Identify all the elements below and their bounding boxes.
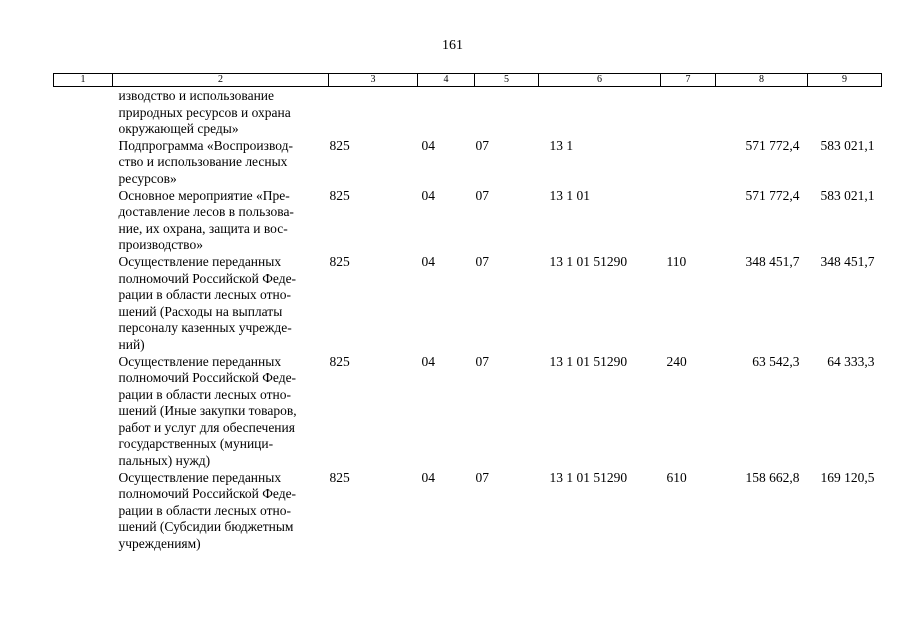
cell-amount-1: 571 772,4: [745, 137, 800, 153]
row-name: Основное мероприятие «Пре- доставление лесов в пользова- ние, их охрана, защита и вос- производство»: [118, 187, 294, 253]
row-name: Осуществление переданных полномочий Российской Феде- рации в области лесных отно- шений (Расходы на выплаты персоналу казенных учрежде- ний): [118, 253, 297, 352]
cell-target-article: 13 1 01: [549, 187, 590, 203]
cell-ministry: 825: [329, 137, 350, 153]
header-cell: 8: [716, 74, 808, 87]
cell-expense-type: [661, 188, 716, 254]
table-row: [54, 470, 882, 553]
header-cell: 9: [808, 74, 882, 87]
cell-target-article: 13 1 01 51290: [549, 469, 628, 485]
header-cell: 5: [475, 74, 539, 87]
cell-subsection: [475, 87, 539, 138]
table-row: [54, 87, 882, 138]
cell-subsection: 07: [475, 137, 489, 153]
cell-ministry: 825: [329, 469, 350, 485]
cell-subsection: 07: [475, 469, 489, 485]
row-name: Осуществление переданных полномочий Российской Феде- рации в области лесных отно- шений (Иные закупки товаров, работ и услуг для обеспечения государственных (муници- пальных) нужд): [118, 353, 297, 469]
cell-amount-1: 571 772,4: [745, 187, 800, 203]
header-cell: 6: [539, 74, 661, 87]
cell-amount-2: 348 451,7: [820, 253, 875, 269]
table-header-row: [54, 74, 882, 87]
cell-target-article: 13 1 01 51290: [549, 353, 628, 369]
page-number: 161: [442, 38, 463, 53]
cell-expense-type: [661, 87, 716, 138]
header-cell: 2: [113, 74, 329, 87]
cell-section: 04: [421, 353, 435, 369]
cell-target-article: 13 1 01 51290: [549, 253, 628, 269]
cell-amount-1: 158 662,8: [745, 469, 800, 485]
cell-ministry: [329, 87, 418, 138]
cell-ministry: 825: [329, 187, 350, 203]
cell-section: 04: [421, 469, 435, 485]
cell-expense-type: 110: [666, 253, 687, 269]
cell-section: 04: [421, 253, 435, 269]
row-name: Осуществление переданных полномочий Российской Феде- рации в области лесных отно- шений (Субсидии бюджетным учреждениям): [118, 469, 297, 552]
cell-amount-2: 583 021,1: [820, 187, 875, 203]
cell-amount-1: 63 542,3: [752, 353, 800, 369]
cell-section: [418, 87, 475, 138]
header-cell: 4: [418, 74, 475, 87]
cell-subsection: 07: [475, 253, 489, 269]
cell-amount-2: 583 021,1: [820, 137, 875, 153]
cell-expense-type: 240: [666, 353, 687, 369]
cell-amount-2: [808, 87, 882, 138]
header-cell: 1: [54, 74, 113, 87]
header-cell: 3: [329, 74, 418, 87]
header-cell: 7: [661, 74, 716, 87]
budget-table: [53, 73, 882, 553]
cell-amount-1: 348 451,7: [745, 253, 800, 269]
cell-subsection: 07: [475, 187, 489, 203]
cell-target-article: 13 1: [549, 137, 574, 153]
cell-section: 04: [421, 137, 435, 153]
table-row: [54, 188, 882, 254]
row-name: изводство и использование природных ресурсов и охрана окружающей среды»: [118, 88, 291, 137]
table-row: [54, 354, 882, 470]
cell-amount-2: 64 333,3: [827, 353, 875, 369]
row-name: Подпрограмма «Воспроизвод- ство и использование лесных ресурсов»: [118, 137, 293, 186]
cell-expense-type: 610: [666, 469, 687, 485]
cell-expense-type: [661, 138, 716, 188]
cell-amount-2: 169 120,5: [820, 469, 875, 485]
cell-subsection: 07: [475, 353, 489, 369]
cell-amount-1: [716, 87, 808, 138]
cell-target-article: [539, 87, 661, 138]
cell-ministry: 825: [329, 353, 350, 369]
table-row: [54, 254, 882, 354]
table-row: [54, 138, 882, 188]
cell-ministry: 825: [329, 253, 350, 269]
cell-section: 04: [421, 187, 435, 203]
